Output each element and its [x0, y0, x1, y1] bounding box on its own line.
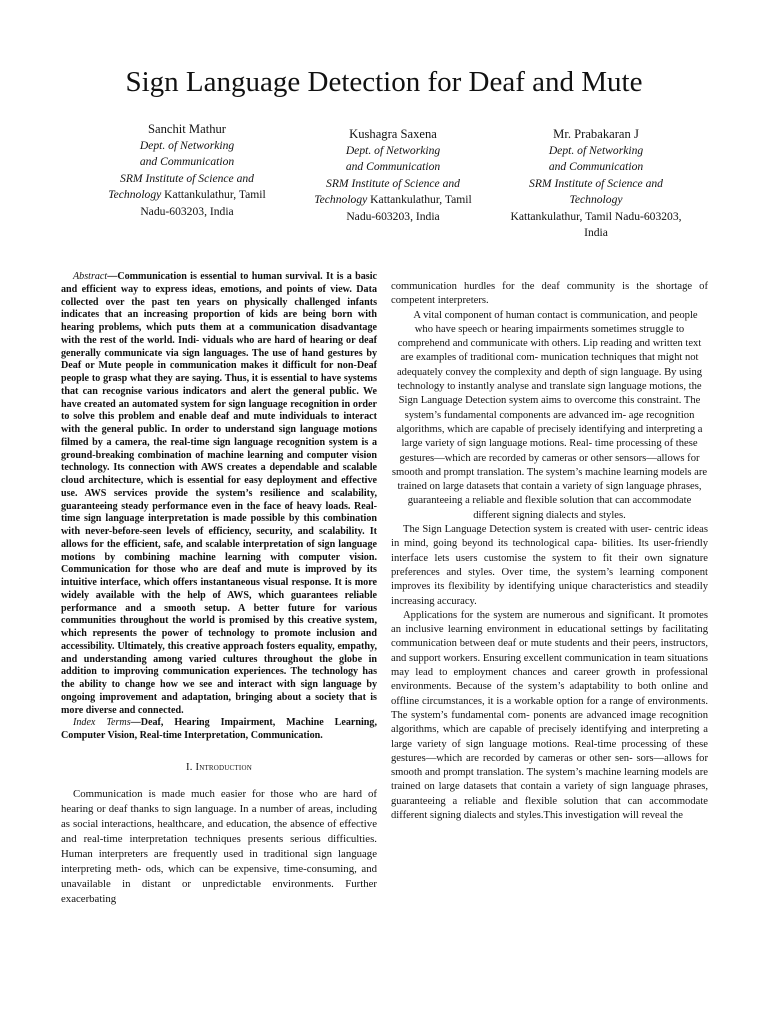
author-dept: Dept. of Networking	[548, 144, 644, 157]
author-location: Kattankulathur, Tamil Nadu-603203,	[510, 209, 682, 223]
abstract-label: Abstract	[73, 271, 108, 282]
body-paragraph: The Sign Language Detection system is created with user- centric ideas in mind, going beyond its technological capa- bilities. Its user-friendly interface lets users customise the system to fit their own signature preferences and styles. Over time, the system’s learning component improves its flexibility by identifying unique characteristics and steadily increasing accuracy.	[391, 524, 708, 607]
author-location: Nadu-603203, India	[140, 204, 234, 218]
body-paragraph: Applications for the system are numerous and significant. It promotes an inclusive learning environment in educational settings by facilitating communication between deaf or mute students and their peers, instructors, and support workers. Ensuring excellent communication in team situations may lead to employment chances and career growth in professional environments. Because of the system’s adaptability to both online and offline circumstances, it is a workable option for a range of environments. The system’s fundamental com- ponents are advanced image recognition algorithms, which are capable of precisely identifying and interpreting a large variety of sign language motions. Real-time processing of these gestures—which are recorded by cameras or other sen- sors—allows for smooth and prompt translation. The system’s machine learning models are trained on large datasets that contain a variety of sign language phrases, guaranteeing a reliable and flexible solution that can accommodate different signing dialects and styles.This investigation will reveal the	[391, 609, 708, 821]
author-block-3	[502, 125, 690, 241]
author-institution: Technology	[108, 188, 162, 202]
index-terms-label: Index Terms	[73, 717, 131, 729]
section-heading	[61, 761, 377, 775]
author-dept: and Communication	[345, 160, 441, 174]
author-dept: and Communication	[548, 160, 644, 174]
abstract-text: —Communication is essential to human survival. It is a basic and efficient way to express ideas, emotions, and points of view. Data collected over the past ten years on physically challenged infants indicates that an increasing proportion of kids are being born with hearing problems, which puts them at a communication disadvantage with the rest of the world. Indi- viduals who are hard of hearing or deaf generally communicate via sign languages. The use of hand gestures by Deaf or Mute people in communication makes it difficult for non-Deaf people to grasp what they are saying. Thus, it is essential to have systems that can recognise various indicators and alert the general public. We have created an automated system for sign language recognition in order to solve this problem and enable deaf and mute individuals to interact with the general public. In order to understand sign language motions filmed by a camera, the real-time sign language recognition system is a ground-breaking combination of machine learning and computer vision technology. Its connection with AWS creates a dependable and scalable cloud architecture, which is essential for easy deployment and effective use. AWS services provide the system’s resilience and scalability, guaranteeing steady performance even in the face of heavy loads. Real-time sign language interpretation is made possible by this combination with never-before-seen levels of efficiency, security, and scalability. It allows for the efficient, safe, and scalable interpretation of sign language motions by combining machine learning with computer vision. Communication for those who are deaf and mute is improved by its intuitive interface, which offers instantaneous visual response. It is more widely available with the help of AWS, which guarantees reliable performance and a smooth setup. A better future for various communities throughout the world is promised by this creative system, which represents the power of technology to promote inclusion and accessibility. Ultimately, this creative approach fosters equality, empathy, and understanding among varied cultures throughout the globe in addition to improving communication experiences. The technology has the ability to change how we see and interact with sign language by ongoing improvement and adaptation, bringing about a society that is more diverse and connected.	[61, 271, 377, 716]
author-location: India	[584, 226, 608, 240]
abstract	[61, 271, 377, 743]
author-institution: SRM Institute of Science and Technology	[529, 176, 663, 207]
author-institution: SRM Institute of Science and	[120, 171, 254, 185]
section-title: Introduction	[195, 761, 252, 773]
index-terms-text: —Deaf, Hearing Impairment, Machine Learning, Computer Vision, Real-time Interpretation, Communication.	[61, 717, 377, 741]
author-name: Kushagra Saxena	[349, 127, 437, 141]
author-dept: Dept. of Networking	[139, 139, 235, 152]
left-column	[61, 271, 377, 907]
author-name: Sanchit Mathur	[148, 122, 226, 136]
author-location: Nadu-603203, India	[346, 209, 440, 223]
author-dept: Dept. of Networking	[345, 144, 441, 157]
section-number: I.	[186, 761, 196, 773]
author-institution: SRM Institute of Science and	[326, 176, 460, 190]
author-institution: Technology	[314, 193, 368, 207]
author-name: Mr. Prabakaran J	[553, 127, 639, 141]
author-location: Kattankulathur, Tamil	[161, 188, 266, 202]
paper-title: Sign Language Detection for Deaf and Mute	[125, 66, 643, 98]
body-paragraph: communication hurdles for the deaf community is the shortage of competent interpreters.	[391, 281, 708, 307]
right-column	[391, 280, 708, 823]
author-dept: and Communication	[139, 155, 235, 169]
introduction	[61, 787, 377, 907]
author-block-1	[96, 120, 278, 220]
author-location: Kattankulathur, Tamil	[367, 193, 472, 207]
body-paragraph: A vital component of human contact is communication, and people who have speech or hearing impairments sometimes struggle to comprehend and communicate with others. Lip reading and written text are examples of traditional com- munication techniques that might not adequately convey the complexity and depth of sign language. By using technology to instantly analyse and translate sign language motions, the Sign Language Detection system aims to overcome this constraint. The system’s fundamental components are advanced im- age recognition algorithms, which are capable of precisely identifying and interpreting a large variety of sign language motions. Real- time processing of these gestures—which are recorded by cameras or other sensors—allows for smooth and prompt translation. The system’s machine learning models are trained on large datasets that contain a variety of sign language phrases, guaranteeing a reliable and flexible solution that can accommodate different signing dialects and styles.	[391, 309, 708, 521]
intro-paragraph: Communication is made much easier for those who are hard of hearing or deaf thanks to sign language. In a number of areas, including as social interactions, healthcare, and education, the absence of effective and real-time interpretation techniques presents serious difficulties. Human interpreters are frequently used in traditional sign language interpreting meth- ods, which can be expensive, time-consuming, and unavailable in distant or unpredictable environments. Further exacerbating	[61, 788, 377, 906]
author-block-2	[300, 125, 486, 225]
